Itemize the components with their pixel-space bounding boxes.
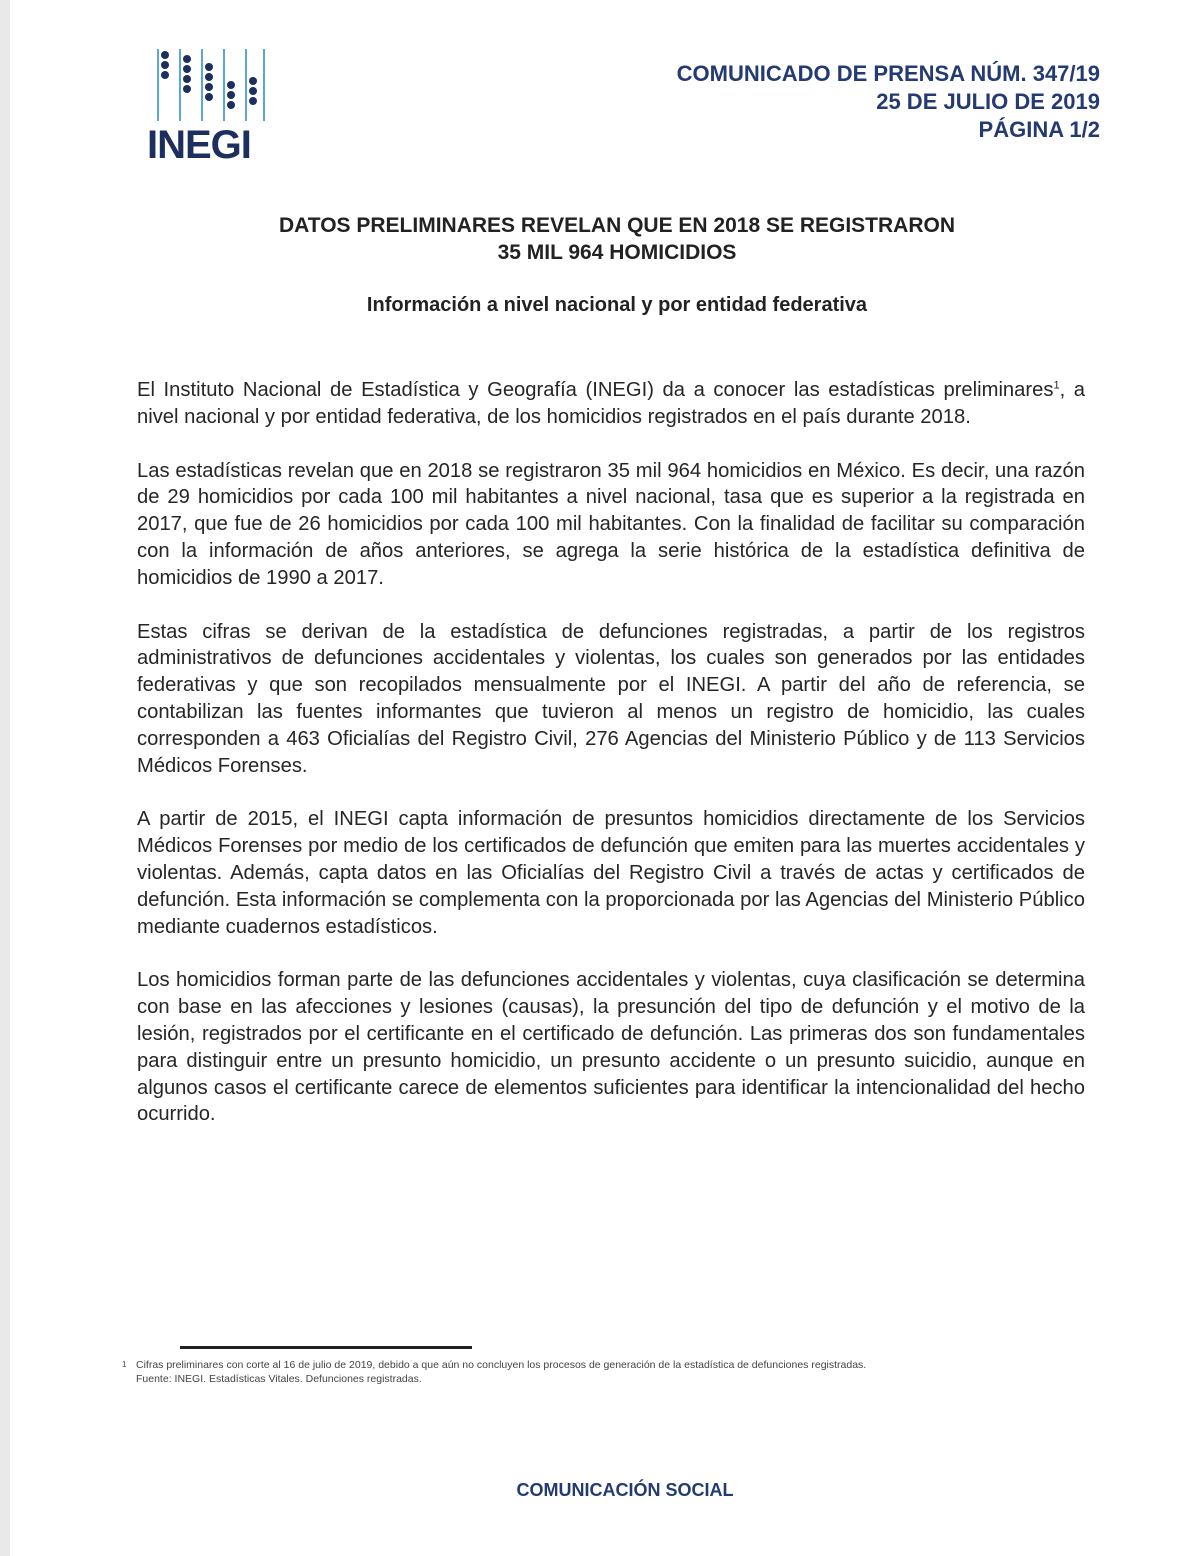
release-date: 25 DE JULIO DE 2019: [876, 89, 1100, 114]
inegi-logo: [147, 45, 267, 167]
logo-wordmark: INEGI: [147, 123, 251, 167]
document-title: [137, 212, 1097, 266]
title-line-1: DATOS PRELIMINARES REVELAN QUE EN 2018 SE REGISTRARON: [278, 214, 955, 237]
document-body: [137, 377, 1085, 1155]
footnote-reference: 1: [1053, 379, 1060, 392]
page-footer: COMUNICACIÓN SOCIAL: [516, 1480, 734, 1500]
footnote-line-2: Fuente: INEGI. Estadísticas Vitales. Defunciones registradas.: [136, 1373, 422, 1385]
paragraph-1: [137, 377, 1085, 431]
logo-bars-icon: [147, 45, 267, 125]
paragraph-1-text-b: , a nivel nacional y por entidad federativa, de los homicidios registrados en el país durante 2018.: [137, 379, 1086, 428]
footnote-text-1: Cifras preliminares con corte al 16 de julio de 2019, debido a que aún no concluyen los procesos de generación de la estadística de defunciones registradas.: [136, 1359, 867, 1371]
paragraph-5: Los homicidios forman parte de las defunciones accidentales y violentas, cuya clasificación se determina con base en las afecciones y lesiones (causas), la presunción del tipo de defunción y el motivo de la lesión, registrados por el certificante en el certificado de defunción. Las primeras dos son fundamentales para distinguir entre un presunto homicidio, un presunto accidente o un presunto suicidio, aunque en algunos casos el certificante carece de elementos suficientes para identificar la intencionalidad del hecho ocurrido.: [137, 969, 1085, 1126]
title-line-2: 35 MIL 964 HOMICIDIOS: [497, 241, 737, 264]
release-header: [677, 60, 1100, 144]
footnote-mark: 1: [122, 1360, 127, 1369]
paragraph-3: Estas cifras se derivan de la estadística de defunciones registradas, a partir de los registros administrativos de defunciones accidentales y violentas, los cuales son generados por las entidades federativas y que son recopilados mensualmente por el INEGI. A partir del año de referencia, se contabilizan las fuentes informantes que tuvieron al menos un registro de homicidio, las cuales corresponden a 463 Oficialías del Registro Civil, 276 Agencias del Ministerio Público y de 113 Servicios Médicos Forenses.: [137, 620, 1085, 777]
footnote-divider: [180, 1346, 472, 1349]
footnote-line-1: [122, 1358, 1152, 1372]
release-number: COMUNICADO DE PRENSA NÚM. 347/19: [676, 61, 1100, 86]
paragraph-1-text-a: El Instituto Nacional de Estadística y Geografía (INEGI) da a conocer las estadísticas preliminares: [137, 379, 1054, 401]
page-indicator: PÁGINA 1/2: [978, 117, 1100, 142]
document-page: [10, 0, 1200, 1556]
paragraph-2: Las estadísticas revelan que en 2018 se registraron 35 mil 964 homicidios en México. Es decir, una razón de 29 homicidios por cada 100 mil habitantes a nivel nacional, tasa que es superior a la registrada en 2017, que fue de 26 homicidios por cada 100 mil habitantes. Con la finalidad de facilitar su comparación con la información de años anteriores, se agrega la serie histórica de la estadística definitiva de homicidios de 1990 a 2017.: [137, 459, 1085, 589]
paragraph-4: A partir de 2015, el INEGI capta información de presuntos homicidios directamente de los Servicios Médicos Forenses por medio de los certificados de defunción que emiten para las muertes accidentales y violentas. Además, capta datos en las Oficialías del Registro Civil a través de actas y certificados de defunción. Esta información se complementa con la proporcionada por las Agencias del Ministerio Público mediante cuadernos estadísticos.: [137, 808, 1085, 938]
footnote: [122, 1358, 1152, 1386]
document-subtitle: Información a nivel nacional y por entidad federativa: [366, 294, 868, 316]
